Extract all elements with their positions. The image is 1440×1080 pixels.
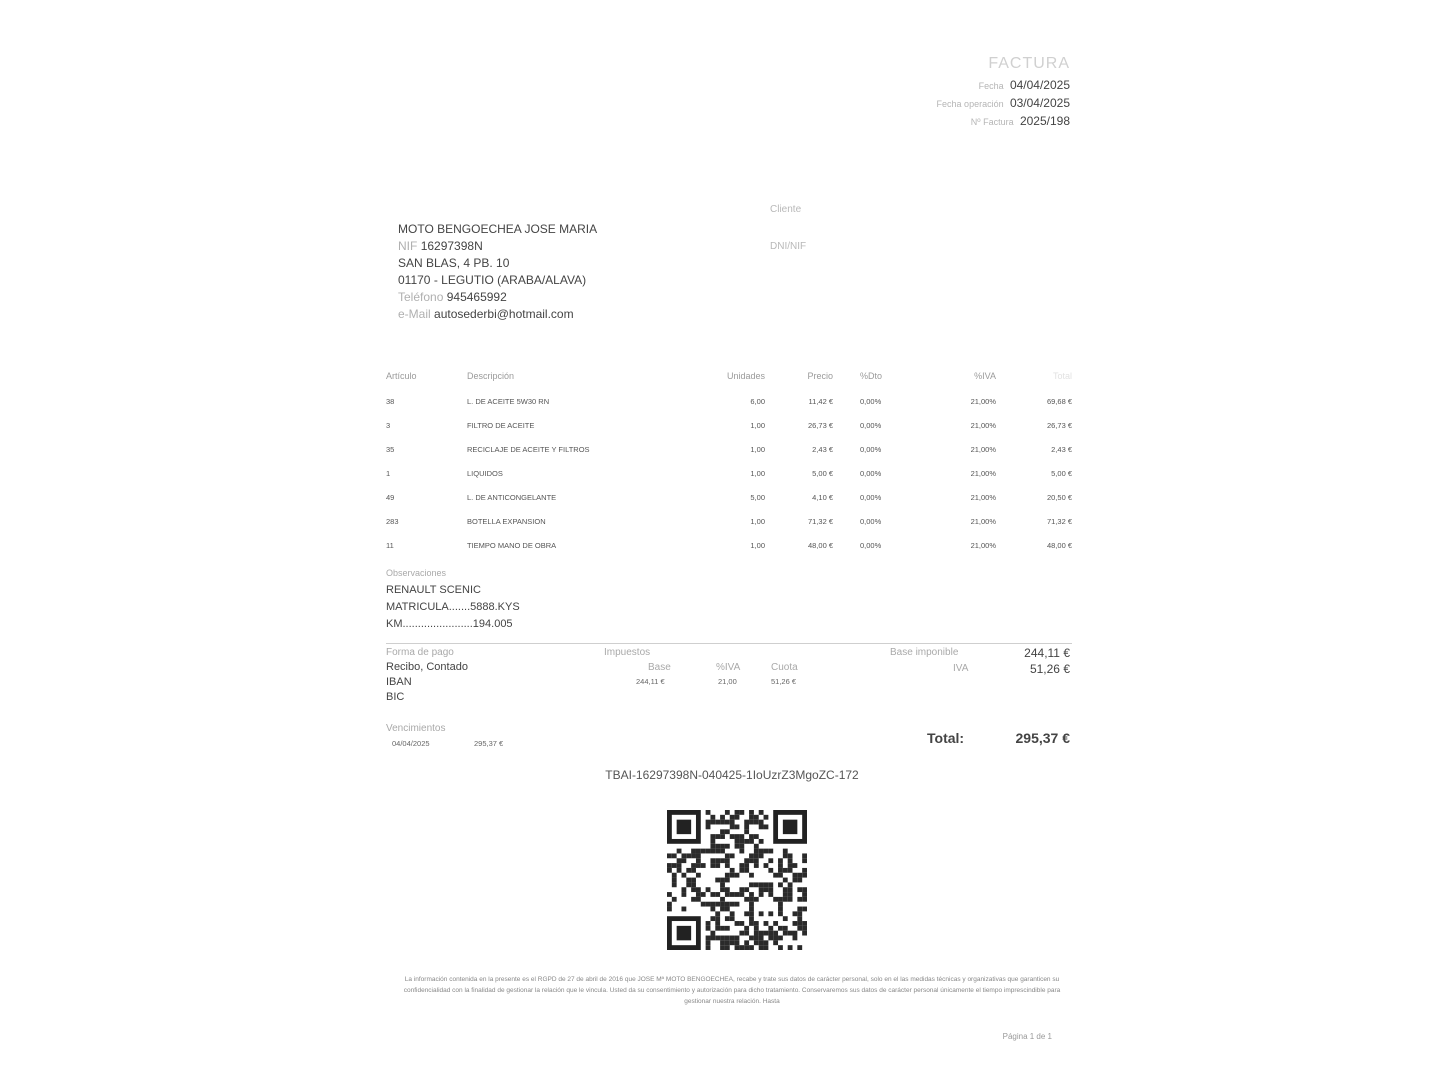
cell-precio: 4,10 € bbox=[812, 493, 833, 502]
cell-precio: 5,00 € bbox=[812, 469, 833, 478]
cell-unidades: 1,00 bbox=[750, 541, 765, 550]
invoice-number-row bbox=[971, 114, 1070, 128]
qr-code bbox=[667, 810, 807, 950]
cell-unidades: 1,00 bbox=[750, 517, 765, 526]
cell-importe: 69,68 € bbox=[1046, 397, 1072, 406]
cell-dto: 0,00% bbox=[860, 397, 882, 406]
cell-precio: 26,73 € bbox=[807, 421, 833, 430]
cell-descripcion: L. DE ACEITE 5W30 RN bbox=[467, 397, 550, 406]
cell-unidades: 1,00 bbox=[750, 421, 765, 430]
observations-line2: MATRICULA.......5888.KYS bbox=[386, 601, 520, 613]
col-header-dto: %Dto bbox=[860, 371, 883, 381]
cell-articulo: 35 bbox=[386, 445, 395, 454]
invoice-operation-date: 03/04/2025 bbox=[1009, 96, 1070, 110]
summary-iva-label: IVA bbox=[953, 663, 969, 674]
cell-iva: 21,00% bbox=[970, 397, 996, 406]
cell-dto: 0,00% bbox=[860, 469, 882, 478]
cell-descripcion: LIQUIDOS bbox=[467, 469, 503, 478]
cell-dto: 0,00% bbox=[860, 421, 882, 430]
col-header-precio: Precio bbox=[807, 371, 833, 381]
invoice-number: 2025/198 bbox=[1019, 114, 1070, 128]
cell-precio: 71,32 € bbox=[807, 517, 833, 526]
cell-descripcion: FILTRO DE ACEITE bbox=[467, 421, 535, 430]
taxes-cuota-label: Cuota bbox=[771, 662, 798, 673]
client-label: Cliente bbox=[770, 204, 802, 215]
col-header-descripcion: Descripción bbox=[467, 371, 515, 381]
observations-block bbox=[386, 565, 520, 633]
cell-articulo: 11 bbox=[386, 541, 394, 550]
issuer-phone-row bbox=[398, 289, 597, 306]
cell-iva: 21,00% bbox=[970, 445, 996, 454]
total-label: Total: bbox=[927, 730, 965, 746]
cell-iva: 21,00% bbox=[970, 493, 996, 502]
payment-method: Recibo, Contado bbox=[386, 661, 468, 673]
invoice-number-label: Nº Factura bbox=[970, 117, 1014, 127]
issuer-nif-row bbox=[398, 238, 597, 255]
taxes-iva-label: %IVA bbox=[716, 662, 741, 673]
cell-importe: 5,00 € bbox=[1051, 469, 1072, 478]
legal-notice: La información contenida en la presente es el RGPD de 27 de abril de 2016 que JOSE Mª MOTO BENGOECHEA, recabe y trate sus datos de carácter personal, solo en el las medidas técnicas y organizativas que garanticen su confidencialidad con la finalidad de gestionar la relación que le vincula. Usted da su consentimiento y autorización para dicho tratamiento. Conservaremos sus datos de carácter personal únicamente el tiempo imprescindible para gestionar nuestra relación. Hasta bbox=[403, 976, 1061, 1005]
invoice-title: FACTURA bbox=[988, 55, 1070, 72]
taxes-cuota: 51,26 € bbox=[771, 677, 797, 686]
due-amount: 295,37 € bbox=[474, 739, 504, 748]
cell-iva: 21,00% bbox=[970, 541, 996, 550]
observations-line3: KM.......................194.005 bbox=[386, 618, 513, 630]
invoice-date-row bbox=[979, 78, 1070, 92]
cell-articulo: 38 bbox=[386, 397, 395, 406]
observations-label: Observaciones bbox=[386, 568, 447, 578]
table-row bbox=[0, 469, 1440, 483]
cell-dto: 0,00% bbox=[860, 541, 882, 550]
issuer-name: MOTO BENGOECHEA JOSE MARIA bbox=[398, 222, 598, 236]
cell-unidades: 1,00 bbox=[750, 445, 765, 454]
cell-dto: 0,00% bbox=[860, 493, 882, 502]
issuer-email-label: e-Mail bbox=[398, 307, 431, 321]
table-row bbox=[0, 421, 1440, 435]
page-number: Página 1 de 1 bbox=[1002, 1032, 1052, 1041]
table-row bbox=[0, 397, 1440, 411]
divider bbox=[386, 643, 1072, 644]
taxes-iva: 21,00 bbox=[718, 677, 737, 686]
tbai-code: TBAI-16297398N-040425-1IoUzrZ3MgoZC-172 bbox=[605, 768, 859, 782]
cell-importe: 71,32 € bbox=[1046, 517, 1072, 526]
issuer-email: autosederbi@hotmail.com bbox=[434, 307, 574, 321]
due-date: 04/04/2025 bbox=[392, 739, 430, 748]
summary-iva: 51,26 € bbox=[1029, 662, 1070, 676]
cell-articulo: 3 bbox=[386, 421, 391, 430]
client-dni-label: DNI/NIF bbox=[770, 241, 807, 252]
taxes-label: Impuestos bbox=[604, 647, 651, 658]
cell-iva: 21,00% bbox=[970, 421, 996, 430]
invoice-date: 04/04/2025 bbox=[1009, 78, 1070, 92]
cell-unidades: 1,00 bbox=[750, 469, 765, 478]
summary-base: 244,11 € bbox=[1024, 646, 1070, 660]
cell-precio: 48,00 € bbox=[807, 541, 833, 550]
issuer-address-line2: 01170 - LEGUTIO (ARABA/ALAVA) bbox=[398, 273, 587, 287]
invoice-date-label: Fecha bbox=[978, 81, 1004, 91]
table-row bbox=[0, 493, 1440, 507]
cell-importe: 48,00 € bbox=[1046, 541, 1072, 550]
cell-iva: 21,00% bbox=[970, 517, 996, 526]
cell-unidades: 5,00 bbox=[750, 493, 765, 502]
cell-articulo: 1 bbox=[386, 469, 391, 478]
cell-descripcion: L. DE ANTICONGELANTE bbox=[467, 493, 557, 502]
col-header-articulo: Artículo bbox=[386, 371, 417, 381]
payment-iban-label: IBAN bbox=[386, 676, 412, 688]
issuer-address-line1: SAN BLAS, 4 PB. 10 bbox=[398, 256, 510, 270]
invoice-operation-date-label: Fecha operación bbox=[936, 99, 1004, 109]
cell-dto: 0,00% bbox=[860, 445, 882, 454]
cell-articulo: 49 bbox=[386, 493, 395, 502]
issuer-phone: 945465992 bbox=[446, 290, 507, 304]
col-header-iva: %IVA bbox=[974, 371, 996, 381]
cell-dto: 0,00% bbox=[860, 517, 882, 526]
col-header-unidades: Unidades bbox=[726, 371, 765, 381]
cell-precio: 11,42 € bbox=[808, 397, 833, 406]
issuer-nif: 16297398N bbox=[420, 239, 483, 253]
issuer-block bbox=[398, 221, 597, 323]
cell-unidades: 6,00 bbox=[750, 397, 765, 406]
payment-bic-label: BIC bbox=[386, 691, 405, 703]
due-dates-label: Vencimientos bbox=[386, 723, 446, 734]
issuer-nif-label: NIF bbox=[398, 239, 418, 253]
cell-importe: 2,43 € bbox=[1051, 445, 1072, 454]
summary-base-label: Base imponible bbox=[890, 647, 959, 658]
cell-precio: 2,43 € bbox=[812, 445, 833, 454]
issuer-email-row bbox=[398, 306, 597, 323]
invoice-operation-date-row bbox=[937, 96, 1070, 110]
total-amount: 295,37 € bbox=[1015, 730, 1070, 746]
taxes-base: 244,11 € bbox=[636, 677, 665, 686]
cell-importe: 20,50 € bbox=[1046, 493, 1072, 502]
col-header-total: Total bbox=[1052, 371, 1072, 381]
table-row bbox=[0, 445, 1440, 459]
cell-descripcion: BOTELLA EXPANSION bbox=[467, 517, 546, 526]
issuer-phone-label: Teléfono bbox=[398, 290, 444, 304]
observations-line1: RENAULT SCENIC bbox=[386, 584, 481, 596]
taxes-base-label: Base bbox=[648, 662, 671, 673]
cell-importe: 26,73 € bbox=[1046, 421, 1072, 430]
table-row bbox=[0, 541, 1440, 555]
payment-label: Forma de pago bbox=[386, 647, 454, 658]
cell-articulo: 283 bbox=[386, 517, 399, 526]
cell-iva: 21,00% bbox=[970, 469, 996, 478]
table-row bbox=[0, 517, 1440, 531]
cell-descripcion: RECICLAJE DE ACEITE Y FILTROS bbox=[467, 445, 590, 454]
cell-descripcion: TIEMPO MANO DE OBRA bbox=[467, 541, 557, 550]
